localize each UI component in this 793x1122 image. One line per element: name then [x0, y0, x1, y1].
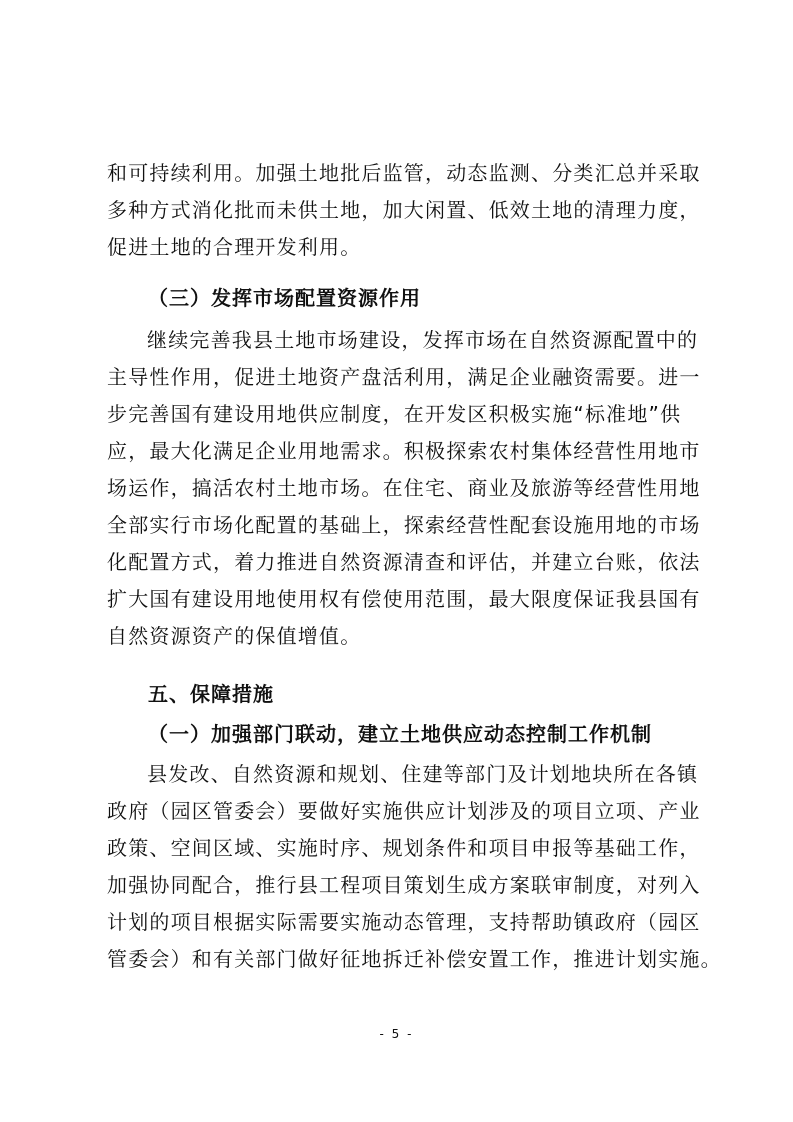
text-line: 和可持续利用。加强土地批后监管，动态监测、分类汇总并采取 [107, 161, 701, 185]
page-number: - 5 - [379, 1027, 414, 1041]
paragraph-land-market [107, 322, 707, 655]
text-line: 场运作，搞活农村土地市场。在住宅、商业及旅游等经营性用地 [107, 476, 701, 500]
text-line: 步完善国有建设用地供应制度，在开发区积极实施“标准地”供 [107, 402, 682, 426]
paragraph-land-supervision [107, 155, 707, 266]
text-line: 计划的项目根据实际需要实施动态管理，支持帮助镇政府（园区 [107, 910, 701, 934]
text-line: 继续完善我县土地市场建设，发挥市场在自然资源配置中的 [147, 328, 699, 352]
text-line: 应，最大化满足企业用地需求。积极探索农村集体经营性用地市 [107, 439, 701, 463]
text-line: 加强协同配合，推行县工程项目策划生成方案联审制度，对列入 [107, 873, 701, 897]
text-line: 政府（园区管委会）要做好实施供应计划涉及的项目立项、产业 [107, 799, 701, 823]
paragraph-department-work [107, 756, 722, 978]
text-line: 全部实行市场化配置的基础上，探索经营性配套设施用地的市场 [107, 513, 701, 537]
text-line: 促进土地的合理开发利用。 [107, 235, 362, 259]
text-line: 县发改、自然资源和规划、住建等部门及计划地块所在各镇 [147, 762, 699, 786]
text-line: 管委会）和有关部门做好征地拆迁补偿安置工作，推进计划实施。 [107, 947, 722, 971]
subheading-department-coordination: （一）加强部门联动，建立土地供应动态控制工作机制 [148, 722, 652, 746]
text-line: 自然资源资产的保值增值。 [107, 624, 362, 648]
text-line: 扩大国有建设用地使用权有偿使用范围，最大限度保证我县国有 [107, 587, 701, 611]
text-line: 主导性作用，促进土地资产盘活利用，满足企业融资需要。进一 [107, 365, 701, 389]
text-line: 政策、空间区域、实施时序、规划条件和项目申报等基础工作， [107, 836, 701, 860]
heading-market-allocation: （三）发挥市场配置资源作用 [148, 286, 421, 310]
text-line: 多种方式消化批而未供土地，加大闲置、低效土地的清理力度， [107, 198, 701, 222]
text-line: 化配置方式，着力推进自然资源清查和评估，并建立台账，依法 [107, 550, 701, 574]
section-title-safeguards: 五、保障措施 [148, 682, 274, 706]
